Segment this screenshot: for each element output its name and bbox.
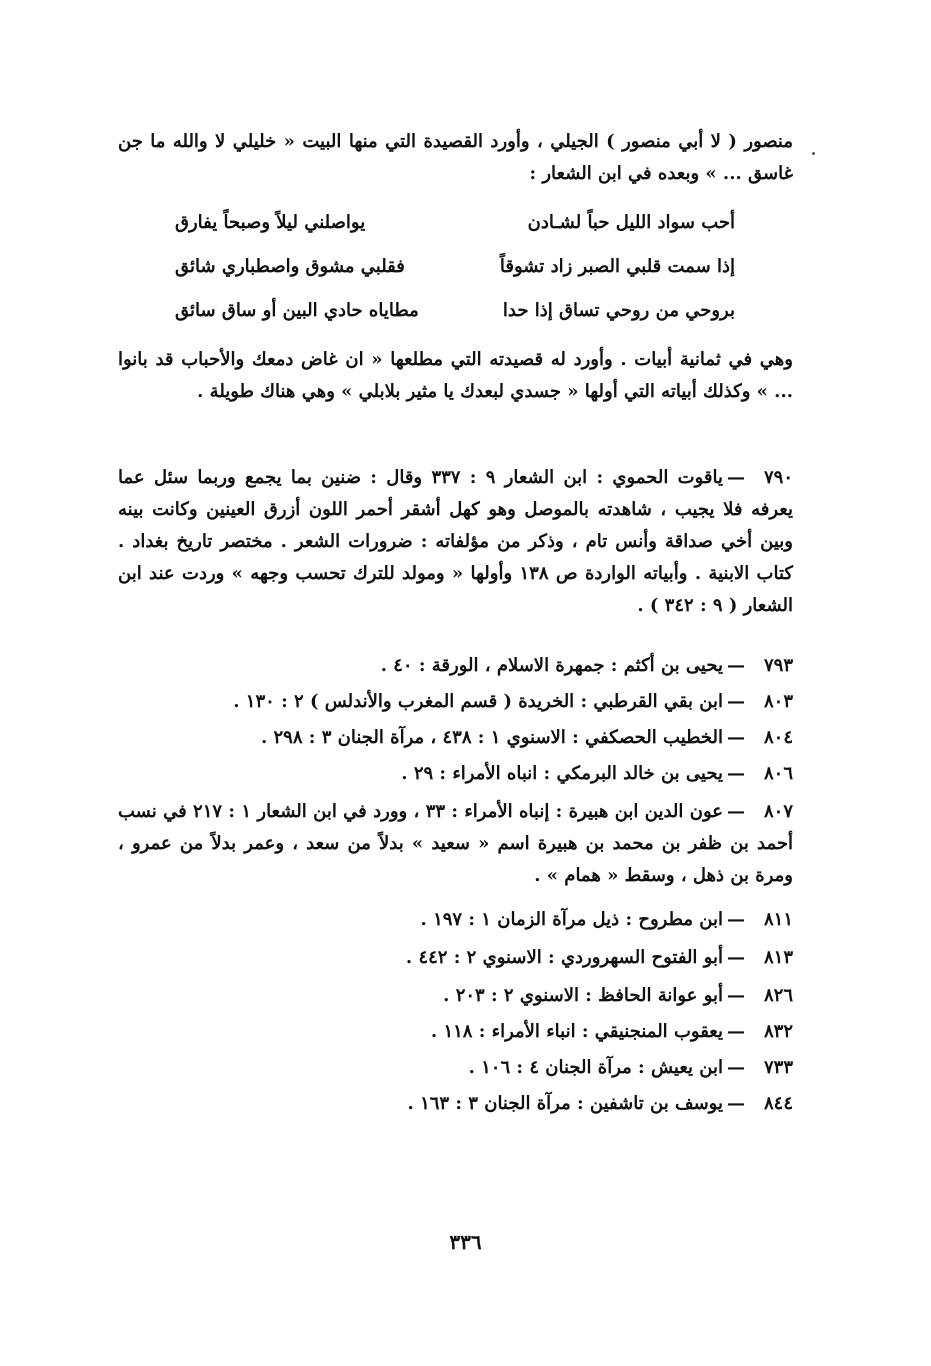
entry-number: ٧٣٣: [763, 1057, 793, 1078]
entry-number: ٨٣٢: [763, 1021, 793, 1042]
entry-number: ٨١٣: [763, 947, 793, 968]
after-verses-paragraph: وهي في ثمانية أبيات . وأورد له قصيدته التي مطلعها « ان غاض دمعك والأحباب قد بانوا ... » وكذلك أبياته التي أولها « جسدي لبعدك يا مثير بلابلي » وهي هناك طويلة .: [118, 349, 793, 402]
verse-second-hemistich: فقلبي مشوق واصطباري شائق: [175, 256, 405, 277]
entry-number: ٨٠٧: [763, 801, 793, 822]
entry-dash: —: [727, 655, 745, 676]
entry-number: ٨٠٤: [763, 727, 793, 748]
verse-line: [175, 300, 735, 344]
entry-dash: —: [727, 801, 745, 822]
note-entry: [381, 650, 793, 682]
entry-number: ٨٠٦: [763, 763, 793, 784]
entry-text: يوسف بن تاشفين : مرآة الجنان ٣ : ١٦٣ .: [407, 1093, 723, 1114]
entry-dash: —: [727, 947, 745, 968]
entry-dash: —: [727, 467, 745, 488]
entry-text: يحيى بن خالد البرمكي : انباه الأمراء : ٢٩ .: [401, 763, 723, 784]
note-entry: [431, 1016, 793, 1048]
entry-dash: —: [727, 1021, 745, 1042]
verse-first-hemistich: أحب سواد الليل حباً لشـادن: [527, 212, 735, 233]
note-entry: [401, 758, 793, 790]
note-entry: [408, 1088, 793, 1120]
note-entry: [469, 1052, 793, 1084]
entry-number: ٧٩٣: [763, 655, 793, 676]
entry-dash: —: [727, 1093, 745, 1114]
entry-text: ابن يعيش : مرآة الجنان ٤ : ١٠٦ .: [468, 1057, 723, 1078]
entry-dash: —: [727, 727, 745, 748]
entry-text: ابن مطروح : ذيل مرآة الزمان ١ : ١٩٧ .: [420, 909, 723, 930]
entry-text: عون الدين ابن هبيرة : إنباه الأمراء : ٣٣ ، وورد في ابن الشعار ١ : ٢١٧ في نسب أحمد بن ظفر بن محمد بن هبيرة اسم « سعيد » بدلاً من سعد ، وعمر بدلاً من عمرو ، ومرة بن ذهل ، وسقط « همام » .: [118, 801, 793, 886]
entry-dash: —: [727, 985, 745, 1006]
note-entry: [233, 686, 793, 718]
entry-number: ٨٤٤: [763, 1093, 793, 1114]
intro-paragraph: منصور ( لا أبي منصور ) الجيلي ، وأورد القصيدة التي منها البيت « خليلي لا والله ما جن غاسق ... » وبعده في ابن الشعار :: [118, 131, 793, 184]
entry-text: ياقوت الحموي : ابن الشعار ٩ : ٣٣٧ وقال : ضنين بما يجمع وربما سئل عما يعرفه فلا يجيب ، شاهدته بالموصل وهو كهل أشقر أحمر اللون أزرق العينين وكانت بينه وبين أخي صداقة وأنس تام ، وذكر من مؤلفاته : ضرورات الشعر . مختصر تاريخ بغداد . كتاب الابنية . وأبياته الواردة ص ١٣٨ وأولها « ومولد للترك تحسب وجهه » وردت عند ابن الشعار ( ٩ : ٣٤٢ ) .: [118, 467, 793, 616]
note-entry: [118, 462, 793, 622]
note-entry: [443, 980, 793, 1012]
note-entry: [406, 942, 793, 974]
entry-number: ٧٩٠: [763, 467, 793, 488]
entry-dash: —: [727, 1057, 745, 1078]
entry-number: ٨١١: [763, 909, 793, 930]
entry-number: ٨٢٦: [763, 985, 793, 1006]
verse-line: [175, 212, 735, 256]
entry-dash: —: [727, 909, 745, 930]
verse-second-hemistich: مطاياه حادي البين أو ساق سائق: [175, 300, 419, 321]
verse-line: [175, 256, 735, 300]
paper-speck: [812, 152, 815, 155]
note-entry: [421, 904, 793, 936]
verse-second-hemistich: يواصلني ليلاً وصبحاً يفارق: [175, 212, 366, 233]
note-entry: [261, 722, 793, 754]
note-entry: [118, 796, 793, 892]
entry-text: أبو الفتوح السهروردي : الاسنوي ٢ : ٤٤٢ .: [405, 947, 723, 968]
entry-text: الخطيب الحصكفي : الاسنوي ١ : ٤٣٨ ، مرآة الجنان ٣ : ٢٩٨ .: [260, 727, 723, 748]
entry-dash: —: [727, 763, 745, 784]
verse-first-hemistich: إذا سمت قلبي الصبر زاد تشوقاً: [499, 256, 735, 277]
entry-dash: —: [727, 691, 745, 712]
entry-text: ابن بقي القرطبي : الخريدة ( قسم المغرب والأندلس ) ٢ : ١٣٠ .: [233, 691, 723, 712]
entry-text: أبو عوانة الحافظ : الاسنوي ٢ : ٢٠٣ .: [443, 985, 723, 1006]
verse-first-hemistich: بروحي من روحي تساق إذا حدا: [502, 300, 735, 321]
entry-text: يحيى بن أكثم : جمهرة الاسلام ، الورقة : ٤٠ .: [380, 655, 723, 676]
entry-text: يعقوب المنجنيقي : انباء الأمراء : ١١٨ .: [430, 1021, 723, 1042]
page-number: ٣٣٦: [449, 1230, 482, 1254]
entry-number: ٨٠٣: [763, 691, 793, 712]
